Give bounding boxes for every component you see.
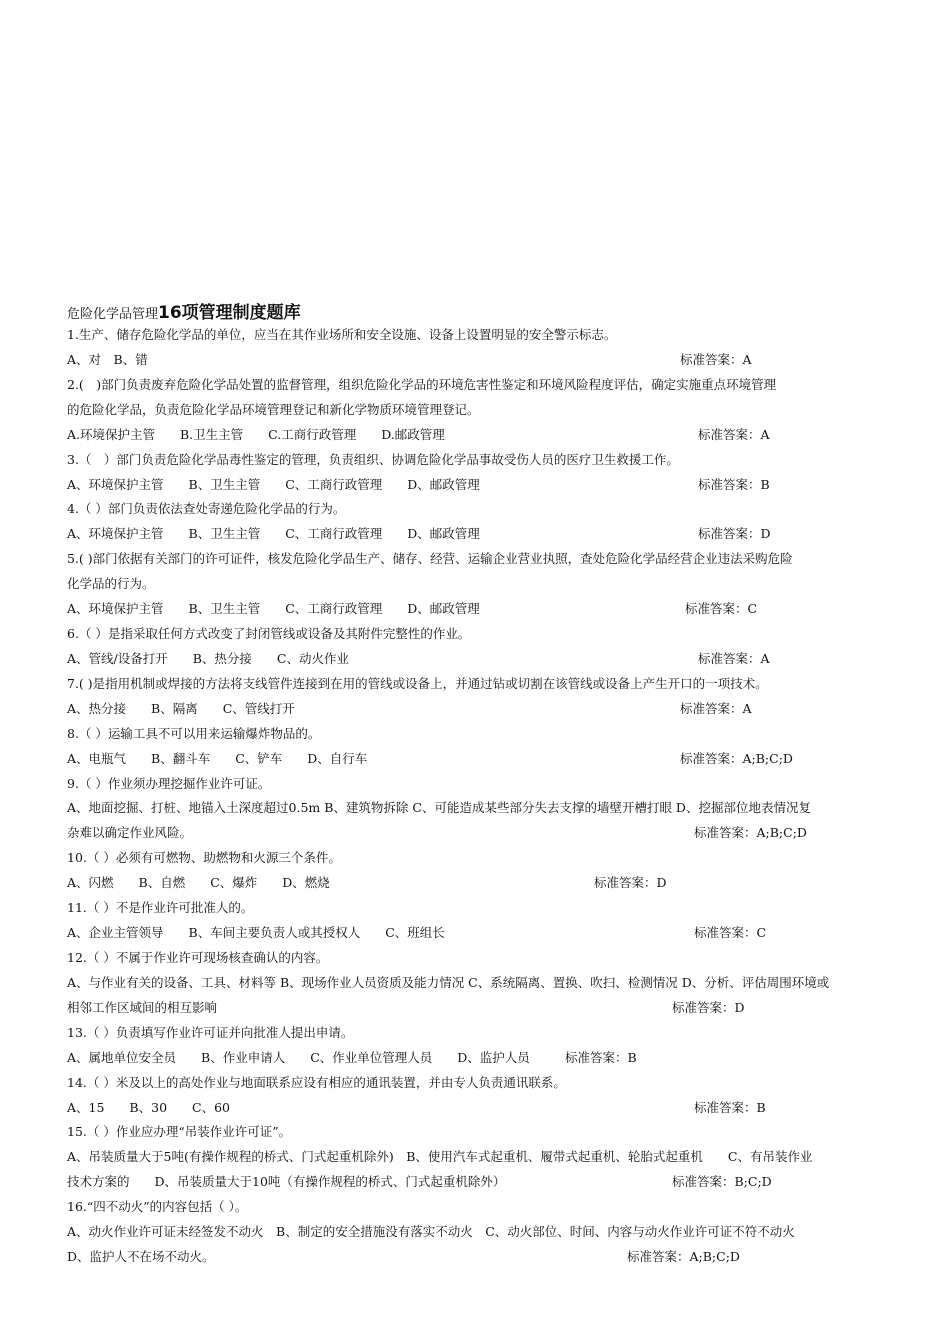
question-text: 16.“四不动火”的内容包括（ ）。 [67, 1199, 248, 1215]
standard-answer: 标准答案：A [680, 351, 752, 367]
answer-options: A.环境保护主管 B.卫生主管 C.工商行政管理 D.邮政管理 [67, 426, 445, 442]
answer-options: A、环境保护主管 B、卫生主管 C、工商行政管理 D、邮政管理 [67, 476, 480, 492]
standard-answer: 标准答案：A [680, 700, 752, 716]
answer-options: A、与作业有关的设备、工具、材料等 B、现场作业人员资质及能力情况 C、系统隔离、置换、吹扫、检测情况 D、分析、评估周围环境或 [67, 974, 830, 990]
standard-answer: 标准答案：A;B;C;D [680, 750, 793, 766]
question-text: 化学品的行为。 [67, 576, 155, 592]
standard-answer: 标准答案：B [698, 476, 770, 492]
question-text: 5.( )部门依据有关部门的许可证件，核发危险化学品生产、储存、经营、运输企业营业执照，查处危险化学品经营企业违法采购危险 [67, 551, 793, 567]
standard-answer: 标准答案：A [698, 426, 770, 442]
question-text: 1.生产、储存危险化学品的单位，应当在其作业场所和安全设施、设备上设置明显的安全警示标志。 [67, 327, 617, 342]
answer-options: A、闪燃 B、自燃 C、爆炸 D、燃烧 [67, 875, 330, 891]
question-text: 2.( )部门负责废弃危险化学品处置的监督管理，组织危险化学品的环境危害性鉴定和环境风险程度评估，确定实施重点环境管理 [67, 376, 777, 392]
question-text: 的危险化学品，负责危险化学品环境管理登记和新化学物质环境管理登记。 [67, 401, 480, 417]
standard-answer: 标准答案：A;B;C;D [627, 1249, 740, 1265]
document-title [67, 298, 907, 323]
standard-answer: 标准答案：A [698, 650, 770, 666]
answer-options: A、地面挖掘、打桩、地锚入土深度超过0.5m B、建筑物拆除 C、可能造成某些部分失去支撑的墙壁开槽打眼 D、挖掘部位地表情况复 [67, 800, 811, 816]
standard-answer: 标准答案：D [698, 526, 771, 542]
answer-options: A、环境保护主管 B、卫生主管 C、工商行政管理 D、邮政管理 [67, 601, 480, 617]
answer-options: 相邻工作区域间的相互影响 [67, 999, 218, 1015]
standard-answer: 标准答案：D [672, 999, 745, 1015]
standard-answer: 标准答案：B [565, 1049, 637, 1065]
answer-options: A、动火作业许可证未经签发不动火 B、制定的安全措施没有落实不动火 C、动火部位、时间、内容与动火作业许可证不符不动火 [67, 1224, 795, 1240]
answer-options: 技术方案的 D、吊装质量大于10吨（有操作规程的桥式、门式起重机除外） [67, 1174, 506, 1190]
question-text: 14.（ ）米及以上的高处作业与地面联系应设有相应的通讯装置，并由专人负责通讯联系。 [67, 1074, 566, 1090]
answer-options: D、监护人不在场不动火。 [67, 1249, 215, 1265]
question-text: 7.( )是指用机制或焊接的方法将支线管件连接到在用的管线或设备上，并通过钻或切割在该管线或设备上产生开口的一项技术。 [67, 675, 768, 691]
answer-options: A、企业主管领导 B、车间主要负责人或其授权人 C、班组长 [67, 925, 445, 941]
question-text: 11.（ ）不是作业许可批准人的。 [67, 900, 254, 916]
answer-options: A、热分接 B、隔离 C、管线打开 [67, 700, 295, 716]
question-text: 13.（ ）负责填写作业许可证并向批准人提出申请。 [67, 1024, 354, 1040]
question-text: 15.（ ）作业应办理“吊装作业许可证”。 [67, 1124, 292, 1140]
question-text: 8.（ ）运输工具不可以用来运输爆炸物品的。 [67, 725, 321, 741]
question-text: 12.（ ）不属于作业许可现场核查确认的内容。 [67, 950, 329, 965]
question-text: 10.（ ）必须有可燃物、助燃物和火源三个条件。 [67, 850, 341, 866]
standard-answer: 标准答案：C [694, 925, 767, 941]
standard-answer: 标准答案：D [594, 875, 667, 891]
answer-options: A、电瓶气 B、翻斗车 C、铲车 D、自行车 [67, 750, 368, 766]
title-prefix: 危险化学品管理 [67, 307, 159, 322]
standard-answer: 标准答案：B;C;D [672, 1174, 772, 1190]
answer-options: A、管线/设备打开 B、热分接 C、动火作业 [67, 650, 349, 666]
title-main: 16项管理制度题库 [158, 303, 301, 323]
answer-options: A、环境保护主管 B、卫生主管 C、工商行政管理 D、邮政管理 [67, 526, 480, 542]
answer-options: A、属地单位安全员 B、作业申请人 C、作业单位管理人员 D、监护人员 [67, 1049, 530, 1065]
question-text: 9.（ ）作业须办理挖掘作业许可证。 [67, 775, 271, 791]
answer-options: A、对 B、错 [67, 351, 148, 367]
answer-options: 杂难以确定作业风险。 [67, 825, 193, 841]
question-text: 4.（ ）部门负责依法查处寄递危险化学品的行为。 [67, 501, 346, 517]
standard-answer: 标准答案：C [685, 601, 758, 617]
standard-answer: 标准答案：B [694, 1099, 766, 1115]
answer-options: A、15 B、30 C、60 [67, 1099, 230, 1115]
answer-options: A、吊装质量大于5吨(有操作规程的桥式、门式起重机除外) B、使用汽车式起重机、履带式起重机、轮胎式起重机 C、有吊装作业 [67, 1149, 813, 1165]
question-text: 6.（ ）是指采取任何方式改变了封闭管线或设备及其附件完整性的作业。 [67, 626, 471, 642]
standard-answer: 标准答案：A;B;C;D [694, 825, 807, 841]
question-text: 3.（ ）部门负责危险化学品毒性鉴定的管理，负责组织、协调危险化学品事故受伤人员的医疗卫生救援工作。 [67, 451, 679, 467]
